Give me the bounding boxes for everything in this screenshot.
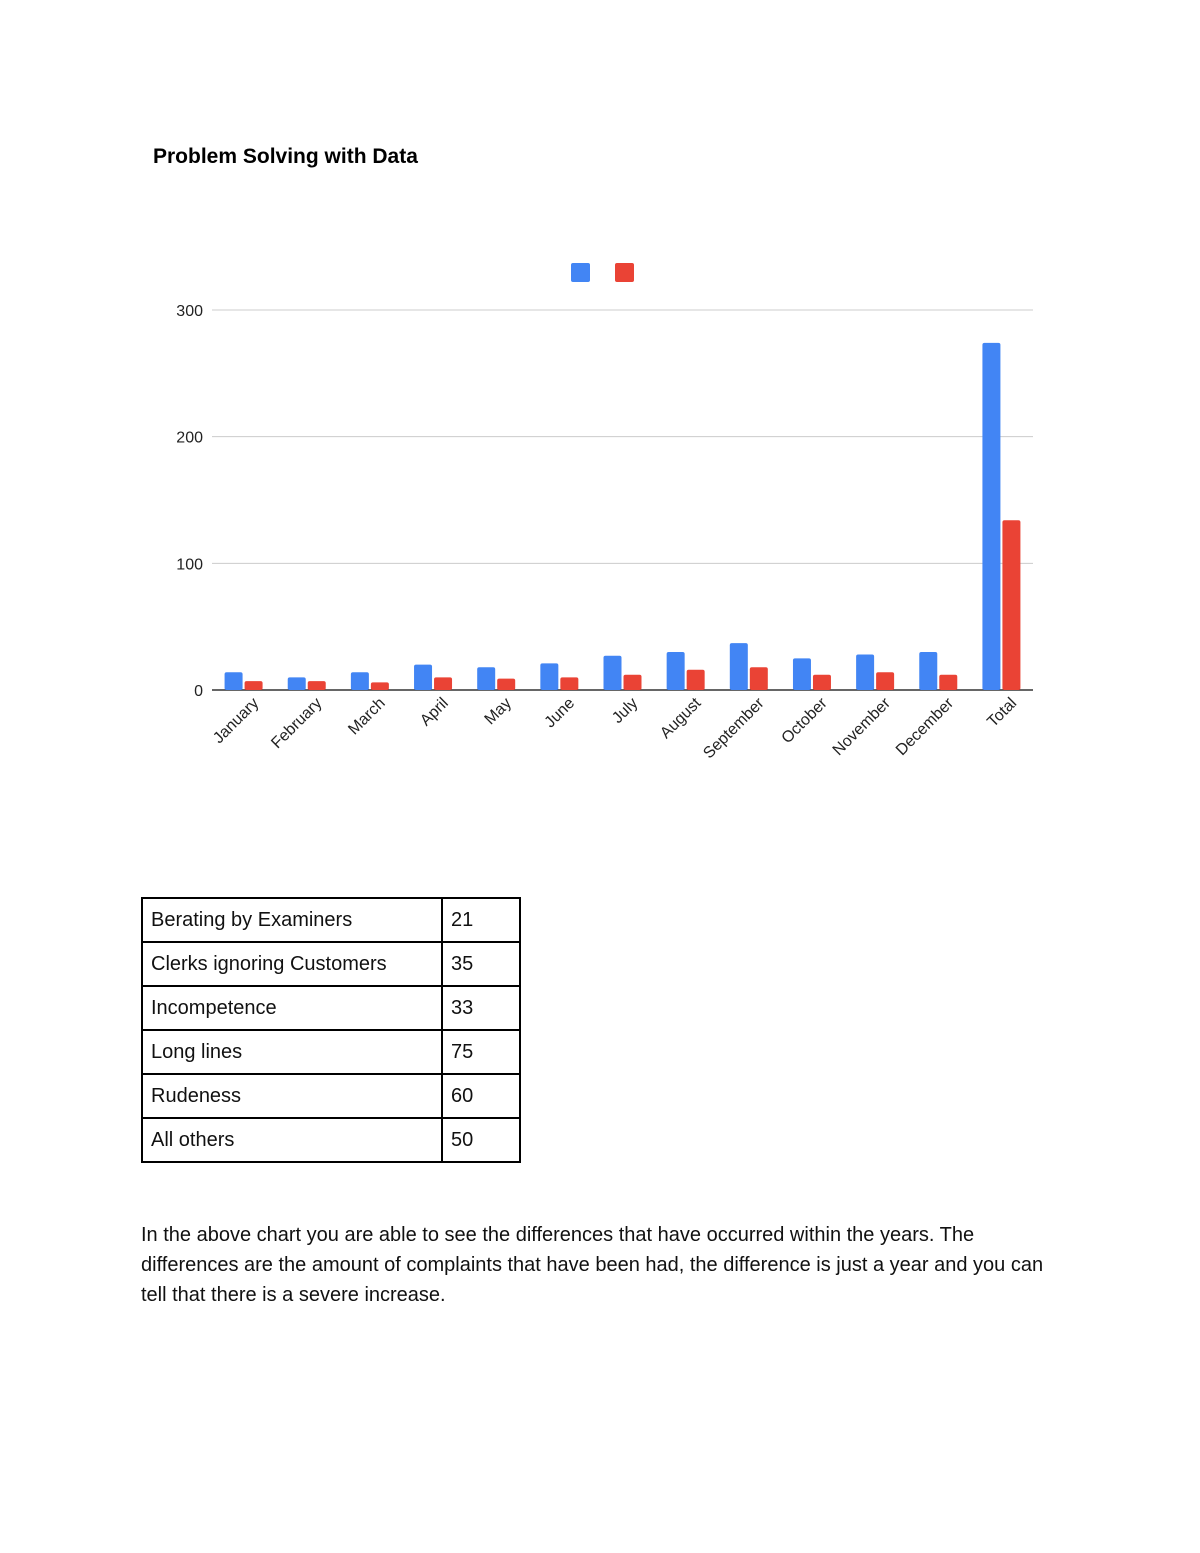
x-category-label: November [829, 694, 894, 760]
complaint-category-cell: Berating by Examiners [142, 898, 442, 942]
bar-july-series-1 [604, 656, 622, 690]
complaint-category-cell: Incompetence [142, 986, 442, 1030]
legend-swatch [571, 263, 590, 282]
bar-february-series-2 [308, 681, 326, 690]
bar-may-series-2 [497, 679, 515, 690]
y-axis-ticks [176, 303, 203, 700]
y-tick-label: 300 [176, 303, 203, 320]
x-category-label: July [609, 694, 642, 727]
summary-paragraph: In the above chart you are able to see the differences that have occurred within the years. The differences are the amount of complaints that have been had, the difference is just a year and you can tell that there is a severe increase. [141, 1224, 1044, 1306]
bar-october-series-1 [793, 658, 811, 690]
bar-november-series-2 [876, 672, 894, 690]
bar-june-series-2 [560, 677, 578, 690]
chart-gridlines [212, 310, 1033, 690]
complaint-count-cell: 33 [442, 986, 520, 1030]
bar-january-series-2 [245, 681, 263, 690]
bar-total-series-2 [1002, 520, 1020, 690]
bar-total-series-1 [982, 343, 1000, 690]
complaint-category-cell: Long lines [142, 1030, 442, 1074]
bar-august-series-1 [667, 652, 685, 690]
table-row [142, 1074, 520, 1118]
bar-may-series-1 [477, 667, 495, 690]
bar-december-series-1 [919, 652, 937, 690]
table-row [142, 986, 520, 1030]
x-category-label: June [541, 694, 579, 732]
complaint-count-cell: 35 [442, 942, 520, 986]
bar-january-series-1 [225, 672, 243, 690]
x-category-label: March [345, 694, 389, 739]
x-category-label: August [657, 694, 705, 743]
bar-march-series-1 [351, 672, 369, 690]
x-category-label: January [210, 694, 263, 748]
table-row [142, 1030, 520, 1074]
chart-bars [225, 343, 1021, 690]
x-category-label: February [268, 694, 326, 753]
legend-swatch [615, 263, 634, 282]
bar-july-series-2 [624, 675, 642, 690]
bar-september-series-1 [730, 643, 748, 690]
x-axis-labels [210, 694, 1020, 762]
complaint-category-cell: All others [142, 1118, 442, 1162]
x-category-label: Total [984, 694, 1021, 731]
bar-september-series-2 [750, 667, 768, 690]
bar-june-series-1 [540, 663, 558, 690]
bar-december-series-2 [939, 675, 957, 690]
complaint-count-cell: 75 [442, 1030, 520, 1074]
complaint-category-cell: Rudeness [142, 1074, 442, 1118]
x-category-label: September [700, 694, 768, 763]
bar-march-series-2 [371, 682, 389, 690]
chart-legend [571, 263, 634, 282]
y-tick-label: 0 [194, 683, 203, 700]
bar-february-series-1 [288, 677, 306, 690]
y-tick-label: 200 [176, 429, 203, 447]
bar-november-series-1 [856, 655, 874, 690]
y-tick-label: 100 [176, 556, 203, 574]
bar-october-series-2 [813, 675, 831, 690]
x-category-label: December [892, 694, 958, 760]
bar-april-series-2 [434, 677, 452, 690]
complaint-count-cell: 21 [442, 898, 520, 942]
x-category-label: October [778, 694, 831, 748]
complaint-count-cell: 60 [442, 1074, 520, 1118]
bar-april-series-1 [414, 665, 432, 690]
table-row [142, 898, 520, 942]
table-row [142, 1118, 520, 1162]
x-category-label: May [481, 694, 516, 729]
x-category-label: April [417, 694, 452, 730]
table-row [142, 942, 520, 986]
complaints-table [141, 897, 521, 1163]
complaint-category-cell: Clerks ignoring Customers [142, 942, 442, 986]
chart-title: Problem Solving with Data [153, 145, 418, 168]
bar-august-series-2 [687, 670, 705, 690]
complaint-count-cell: 50 [442, 1118, 520, 1162]
